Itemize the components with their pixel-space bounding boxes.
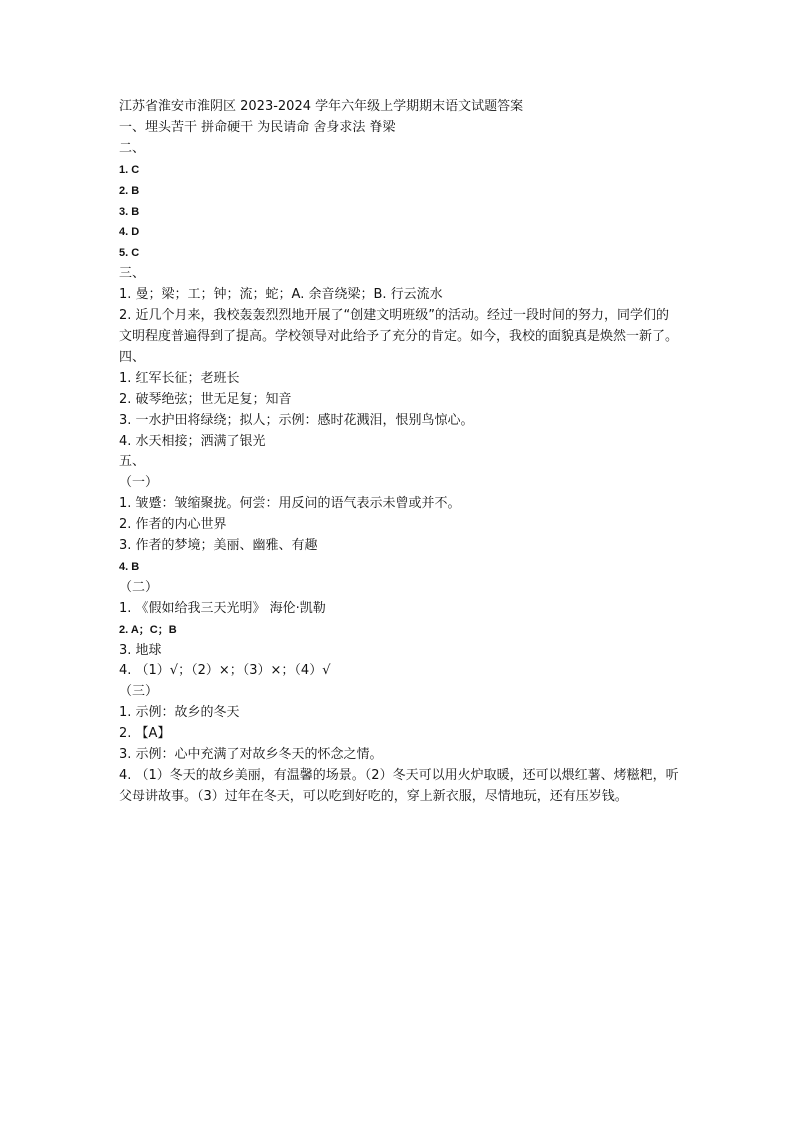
answer-line: 4. B	[119, 560, 140, 573]
section-heading-4: 四、	[119, 349, 146, 365]
answer-line: 1. 《假如给我三天光明》 海伦·凯勒	[119, 600, 326, 616]
answer-line: 2. 【A】	[119, 726, 171, 742]
answer-line: 2. A；C；B	[119, 623, 177, 636]
answer-line: 1. 示例：故乡的冬天	[119, 705, 240, 721]
subsection-heading-3: （三）	[119, 684, 159, 700]
answer-line: 3. 示例：心中充满了对故乡冬天的怀念之情。	[119, 747, 383, 763]
section-heading-3: 三、	[119, 266, 146, 282]
answer-line: 2. 破琴绝弦；世无足复；知音	[119, 391, 292, 407]
answer-line: 1. 红军长征；老班长	[119, 370, 240, 386]
subsection-heading-2: （二）	[119, 579, 159, 595]
answer-line: 3. 地球	[119, 642, 162, 658]
answer-line: 3. 一水护田将绿绕；拟人；示例：感时花溅泪，恨别鸟惊心。	[119, 412, 474, 428]
answer-paragraph: 2. 近几个月来，我校轰轰烈烈地开展了“创建文明班级”的活动。经过一段时间的努力，同学们的文明程度普遍得到了提高。学校领导对此给予了充分的肯定。如今，我校的面貌真是焕然一新了。	[119, 308, 679, 344]
answer-section-1: 一、埋头苦干 拼命硬干 为民请命 舍身求法 脊梁	[119, 119, 396, 135]
document-title: 江苏省淮安市淮阴区 2023-2024 学年六年级上学期期末语文试题答案	[119, 99, 524, 114]
answer-line: 4. 水天相接；洒满了银光	[119, 433, 266, 449]
subsection-heading-1: （一）	[119, 475, 159, 491]
section-heading-5: 五、	[119, 454, 146, 470]
answer-line: 3. 作者的梦境；美丽、幽雅、有趣	[119, 538, 318, 554]
section-heading-2: 二、	[119, 140, 146, 156]
answer-line: 4. D	[119, 226, 140, 239]
answer-line: 1. C	[119, 163, 140, 176]
answer-line: 3. B	[119, 205, 140, 218]
answer-line: 1. 曼；梁；工；钟；流；蛇；A. 余音绕梁；B. 行云流水	[119, 287, 443, 303]
document-body	[119, 97, 679, 808]
answer-line: 1. 皱蹙：皱缩聚拢。何尝：用反问的语气表示未曾或并不。	[119, 496, 461, 512]
answer-line: 2. 作者的内心世界	[119, 517, 227, 533]
answer-paragraph: 4. （1）冬天的故乡美丽，有温馨的场景。（2）冬天可以用火炉取暖，还可以煨红薯、烤糍粑，听父母讲故事。（3）过年在冬天，可以吃到好吃的，穿上新衣服，尽情地玩，还有压岁钱。	[119, 768, 679, 804]
answer-line: 2. B	[119, 184, 140, 197]
answer-line: 5. C	[119, 247, 140, 260]
answer-line: 4. （1）√；（2）×；（3）×；（4）√	[119, 663, 331, 679]
